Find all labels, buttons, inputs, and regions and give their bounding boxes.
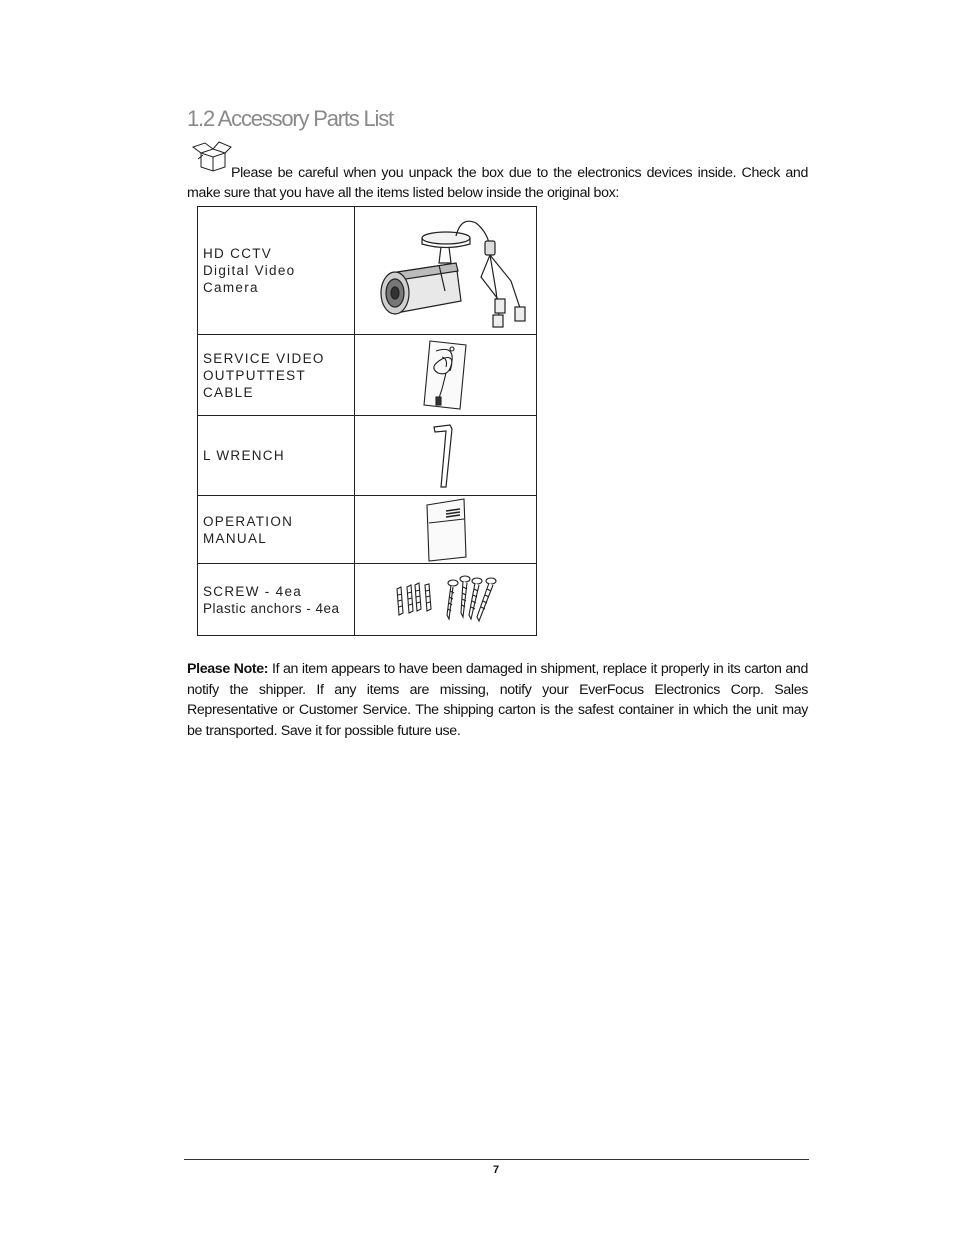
table-row bbox=[198, 207, 537, 335]
camera-icon bbox=[361, 211, 531, 331]
section-heading: 1.2 Accessory Parts List bbox=[187, 106, 393, 131]
part-label-line: L WRENCH bbox=[203, 448, 285, 463]
part-label-line: OPERATION bbox=[203, 513, 294, 529]
part-label-line: CABLE bbox=[203, 384, 254, 400]
part-label-line: Digital Video bbox=[203, 263, 296, 278]
part-label bbox=[198, 564, 355, 636]
page-number: 7 bbox=[492, 1164, 500, 1176]
part-label-line: Plastic anchors - 4ea bbox=[203, 600, 340, 616]
intro-paragraph bbox=[187, 163, 808, 203]
part-label bbox=[198, 335, 355, 416]
table-row bbox=[198, 416, 537, 496]
cable-icon bbox=[416, 337, 476, 413]
footer-rule bbox=[184, 1159, 809, 1160]
part-picture bbox=[355, 496, 537, 564]
part-label bbox=[198, 416, 355, 496]
part-label-line: SCREW - 4ea bbox=[203, 583, 303, 599]
note-label: Please Note: bbox=[187, 661, 269, 677]
part-label-line: MANUAL bbox=[203, 530, 268, 546]
part-label bbox=[198, 496, 355, 564]
parts-table bbox=[197, 206, 537, 636]
table-row bbox=[198, 335, 537, 416]
note-paragraph bbox=[187, 659, 808, 741]
part-label bbox=[198, 207, 355, 335]
intro-text: Please be careful when you unpack the box due to the electronics devices inside. Check and make sure that you have all the items listed below inside the original box: bbox=[187, 165, 808, 201]
part-label-line: HD CCTV bbox=[203, 246, 273, 261]
screws-icon bbox=[391, 575, 501, 625]
l-wrench-icon bbox=[426, 421, 466, 491]
part-label-line: OUTPUTTEST bbox=[203, 367, 306, 383]
part-picture bbox=[355, 416, 537, 496]
manual-icon bbox=[424, 497, 468, 563]
part-picture bbox=[355, 335, 537, 416]
part-picture bbox=[355, 564, 537, 636]
note-text: If an item appears to have been damaged in shipment, replace it properly in its carton and notify the shipper. If any items are missing, notify your EverFocus Electronics Corp. Sales Representative or Customer Service. The shipping carton is the safest container in which the unit may be transported. Save it for possible future use. bbox=[187, 661, 808, 739]
table-row bbox=[198, 564, 537, 636]
part-label-line: SERVICE VIDEO bbox=[203, 350, 325, 366]
part-label-line: Camera bbox=[203, 280, 259, 295]
part-picture bbox=[355, 207, 537, 335]
table-row bbox=[198, 496, 537, 564]
